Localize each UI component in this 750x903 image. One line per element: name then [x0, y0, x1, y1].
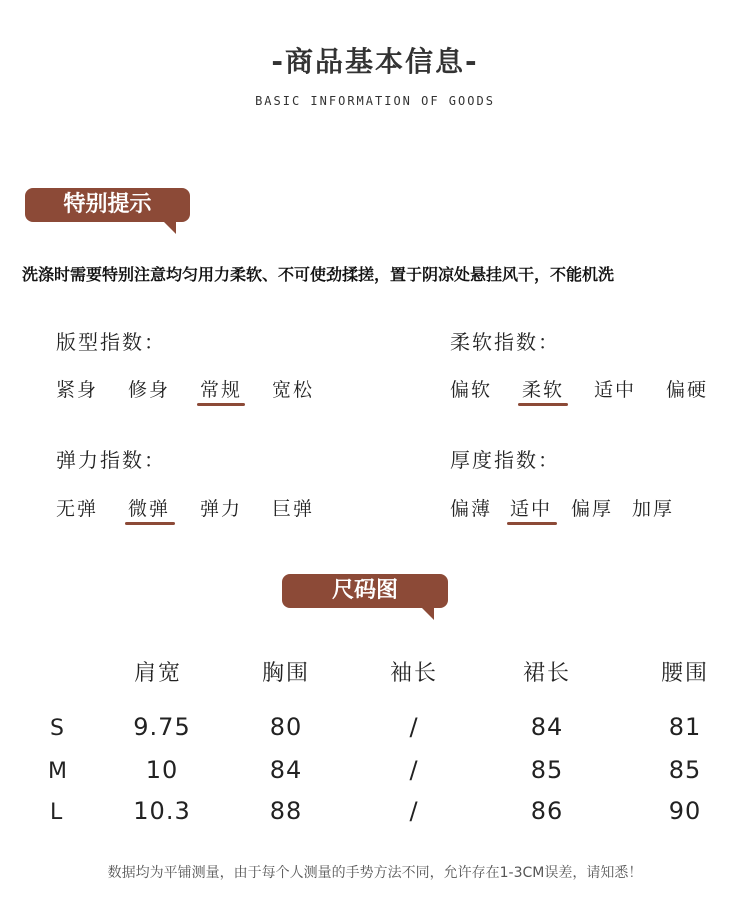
softness-selected-underline: [518, 403, 568, 406]
page-title: -商品基本信息-: [271, 45, 479, 78]
size-cell: 9.75: [133, 713, 191, 741]
elasticity-option: 无弹: [56, 498, 99, 520]
notice-text: 洗涤时需要特别注意均匀用力柔软、不可使劲揉搓，置于阴凉处悬挂风干，不能机洗: [22, 265, 615, 284]
softness-option-selected: 柔软: [522, 379, 565, 401]
size-cell: 81: [668, 713, 702, 741]
notice-tag: [25, 188, 190, 222]
size-cell: 84: [530, 713, 564, 741]
elasticity-option: 巨弹: [272, 498, 315, 520]
size-label: S: [50, 716, 64, 741]
size-cell: 80: [269, 713, 303, 741]
thickness-option: 偏薄: [450, 498, 493, 520]
thickness-option-selected: 适中: [510, 498, 553, 520]
fit-option: 修身: [128, 379, 171, 401]
thickness-option: 加厚: [632, 498, 675, 520]
size-label: M: [48, 759, 67, 784]
softness-option: 偏硬: [666, 379, 709, 401]
fit-option: 宽松: [272, 379, 315, 401]
size-cell: 86: [530, 797, 564, 825]
size-cell: 84: [269, 756, 303, 784]
softness-option: 偏软: [450, 379, 493, 401]
size-cell: 88: [269, 797, 303, 825]
size-cell: 10: [145, 756, 179, 784]
fit-selected-underline: [197, 403, 245, 406]
elasticity-option: 弹力: [200, 498, 243, 520]
size-cell: 85: [530, 756, 564, 784]
size-table-header: 肩宽: [133, 661, 182, 686]
size-table-header: 腰围: [660, 661, 709, 686]
thickness-selected-underline: [507, 522, 557, 525]
page-subtitle: BASIC INFORMATION OF GOODS: [255, 94, 495, 108]
size-table-header: 胸围: [261, 661, 310, 686]
size-table-header: 袖长: [389, 661, 438, 686]
elasticity-selected-underline: [125, 522, 175, 525]
size-chart-tag-label: 尺码图: [331, 578, 398, 603]
fit-option-selected: 常规: [200, 379, 243, 401]
notice-tag-tail: [162, 220, 176, 234]
fit-option: 紧身: [56, 379, 99, 401]
size-chart-tag-tail: [420, 606, 434, 620]
notice-tag-label: 特别提示: [63, 192, 152, 217]
thickness-option: 偏厚: [571, 498, 614, 520]
size-cell: /: [409, 756, 419, 784]
elasticity-option-selected: 微弹: [128, 498, 171, 520]
fit-index-label: 版型指数：: [56, 330, 166, 354]
size-cell: 85: [668, 756, 702, 784]
softness-index-label: 柔软指数：: [450, 330, 560, 354]
size-cell: /: [409, 713, 419, 741]
size-cell: /: [409, 797, 419, 825]
softness-option: 适中: [594, 379, 637, 401]
thickness-index-label: 厚度指数：: [450, 448, 560, 472]
size-label: L: [50, 800, 63, 825]
size-chart-tag: [282, 574, 448, 608]
size-cell: 90: [668, 797, 702, 825]
measurement-footnote: 数据均为平铺测量，由于每个人测量的手势方法不同，允许存在1-3CM误差，请知悉！: [107, 865, 643, 881]
size-table-header: 裙长: [522, 661, 571, 686]
size-cell: 10.3: [133, 797, 191, 825]
elasticity-index-label: 弹力指数：: [56, 448, 166, 472]
